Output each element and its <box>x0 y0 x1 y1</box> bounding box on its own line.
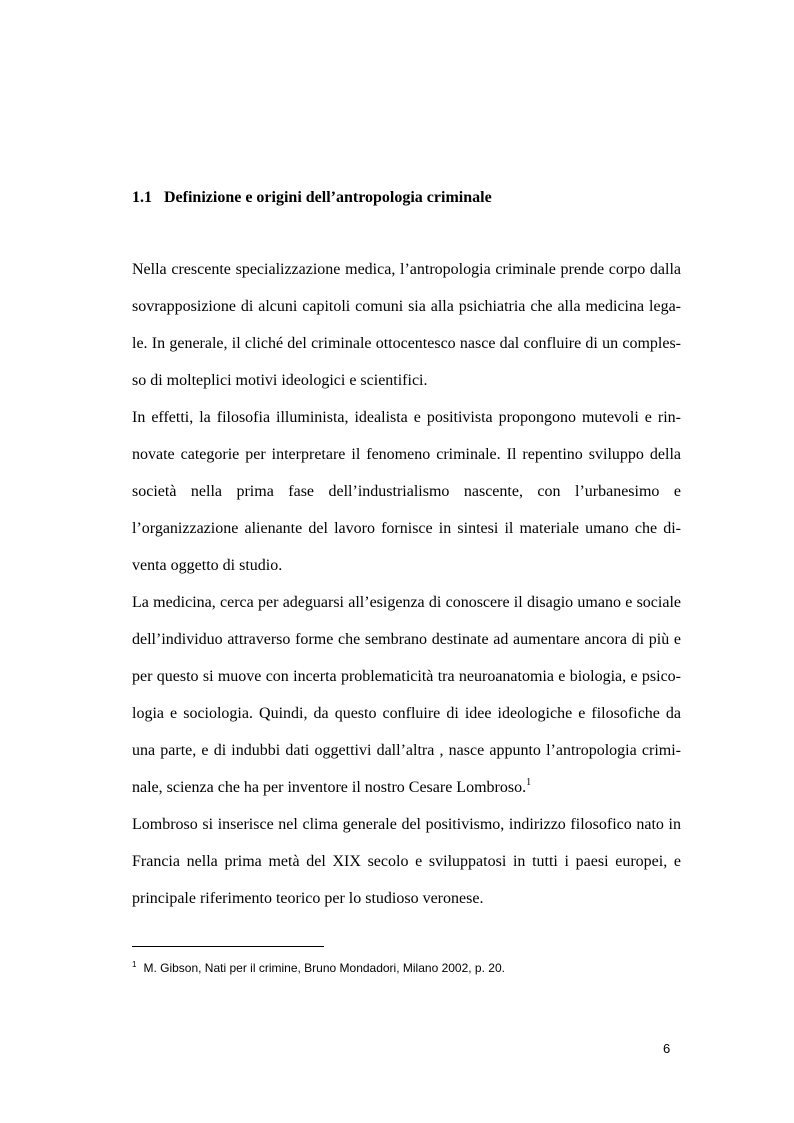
body-line: per questo si muove con incerta problematicità tra neuroanatomia e biologia, e psico- <box>132 668 681 685</box>
body-line-with-footnote-ref <box>132 776 681 800</box>
section-heading <box>132 186 492 210</box>
body-line: Francia nella prima metà del XIX secolo e sviluppatosi in tutti i paesi europei, e <box>132 853 681 870</box>
section-title: Definizione e origini dell’antropologia criminale <box>164 189 492 206</box>
body-line: l’organizzazione alienante del lavoro fornisce in sintesi il materiale umano che di- <box>132 520 681 537</box>
body-line: dell’individuo attraverso forme che sembrano destinate ad aumentare ancora di più e <box>132 631 681 648</box>
body-line: Lombroso si inserisce nel clima generale del positivismo, indirizzo filosofico nato in <box>132 816 681 833</box>
body-line: principale riferimento teorico per lo studioso veronese. <box>132 890 484 907</box>
body-line: le. In generale, il cliché del criminale ottocentesco nasce dal confluire di un comples- <box>132 335 681 352</box>
footnote-number: 1 <box>132 960 137 969</box>
body-line: sovrapposizione di alcuni capitoli comuni sia alla psichiatria che alla medicina lega- <box>132 298 681 315</box>
footnote <box>132 957 505 976</box>
body-line: una parte, e di indubbi dati oggettivi dall’altra , nasce appunto l’antropologia crimi- <box>132 742 681 759</box>
footnote-text: M. Gibson, Nati per il crimine, Bruno Mondadori, Milano 2002, p. 20. <box>143 961 505 975</box>
body-line: In effetti, la filosofia illuminista, idealista e positivista propongono mutevoli e rin- <box>132 409 681 426</box>
footnote-separator <box>132 946 324 947</box>
body-line-text: nale, scienza che ha per inventore il nostro Cesare Lombroso. <box>132 779 527 796</box>
footnote-reference[interactable]: 1 <box>526 777 532 788</box>
body-line: società nella prima fase dell’industrialismo nascente, con l’urbanesimo e <box>132 483 681 500</box>
body-line: venta oggetto di studio. <box>132 557 283 574</box>
body-line: novate categorie per interpretare il fenomeno criminale. Il repentino sviluppo della <box>132 446 681 463</box>
body-line: La medicina, cerca per adeguarsi all’esigenza di conoscere il disagio umano e sociale <box>132 594 681 611</box>
section-number: 1.1 <box>132 189 152 206</box>
body-line: logia e sociologia. Quindi, da questo confluire di idee ideologiche e filosofiche da <box>132 705 681 722</box>
body-line: so di molteplici motivi ideologici e scientifici. <box>132 372 428 389</box>
body-line: Nella crescente specializzazione medica, l’antropologia criminale prende corpo dalla <box>132 261 681 278</box>
page-number: 6 <box>663 1041 671 1056</box>
